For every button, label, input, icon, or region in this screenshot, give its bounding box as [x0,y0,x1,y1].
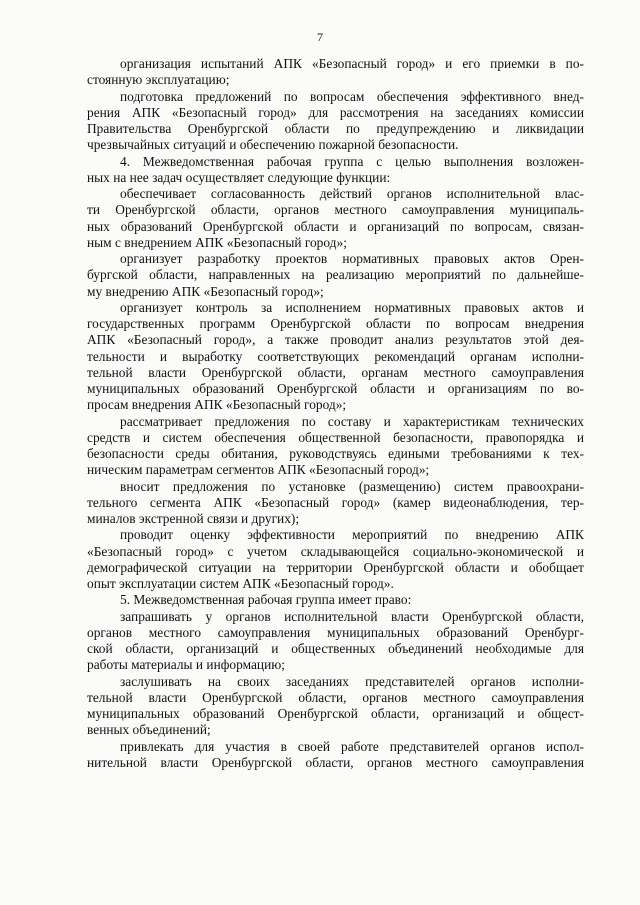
text-line: 5. Межведомственная рабочая группа имеет право: [120,592,412,608]
text-line: ти Оренбургской области, органов местного самоуправления муниципаль- [87,202,584,218]
text-line: Правительства Оренбургской области по предупреждению и ликвидации [87,121,584,136]
text-line: безопасности среды обитания, руководствуясь едиными требованиями к тех- [87,446,584,461]
text-line: органов местного самоуправления муниципальных образований Оренбург- [87,624,584,640]
text-line: АПК «Безопасный город», а также проводит анализ результатов этой дея- [87,332,584,348]
text-line: тельной власти Оренбургской области, органов местного самоуправления [87,689,584,705]
text-line: демографической ситуации на территории Оренбургской области и обобщает [87,559,584,575]
text-line: просам внедрения АПК «Безопасный город»; [87,397,347,413]
text-line: бургской области, направленных на реализацию мероприятий по дальнейше- [87,267,584,283]
text-line: ническим параметрам сегментов АПК «Безопасный город»; [87,462,430,478]
text-line: организация испытаний АПК «Безопасный город» и его приемки в по- [120,56,584,71]
text-line: вносит предложения по установке (размещению) систем правоохрани- [120,478,584,494]
text-line: «Безопасный город» с учетом складывающейся социально-экономической и [87,543,584,559]
text-line: тельной власти Оренбургской области, органам местного самоуправления [87,364,584,380]
text-line: ных на нее задач осуществляет следующие функции: [87,169,391,185]
text-line: нительной власти Оренбургской области, органов местного самоуправления [87,754,584,770]
text-line: заслушивать на своих заседаниях представителей органов исполни- [120,673,584,689]
text-line: привлекать для участия в своей работе представителей органов испол- [120,738,584,754]
body-text [87,56,584,771]
text-line: ных образований Оренбургской области и организаций по вопросам, связан- [87,218,584,234]
text-line: проводит оценку эффективности мероприятий по внедрению АПК [120,527,584,543]
text-line: запрашивать у органов исполнительной власти Оренбургской области, [120,608,584,624]
text-line: миналов экстренной связи и других); [87,511,300,526]
text-line: му внедрению АПК «Безопасный город»; [87,283,324,299]
text-line: обеспечивает согласованность действий органов исполнительной влас- [120,186,584,201]
text-line: государственных программ Оренбургской области по вопросам внедрения [87,316,584,331]
text-line: чрезвычайных ситуаций и обеспечению пожарной безопасности. [87,137,459,153]
text-line: средств и систем обеспечения общественной безопасности, правопорядка и [87,429,584,445]
text-line: тельного сегмента АПК «Безопасный город» (камер видеонаблюдения, тер- [87,494,584,510]
text-line: опыт эксплуатации систем АПК «Безопасный город». [87,576,394,591]
text-line: муниципальных образований Оренбургской области, организаций и общест- [87,706,584,721]
text-line: подготовка предложений по вопросам обеспечения эффективного внед- [120,88,584,104]
text-line: венных объединений; [87,722,211,738]
text-line: стоянную эксплуатацию; [87,72,230,88]
text-line: 4. Межведомственная рабочая группа с целью выполнения возложен- [120,153,584,169]
text-line: рассматривает предложения по составу и характеристикам технических [120,413,584,429]
text-line: работы материалы и информацию; [87,657,285,673]
page-number: 7 [317,30,323,44]
text-line: ным с внедрением АПК «Безопасный город»; [87,234,347,250]
text-line: ской области, организаций и общественных объединений необходимые для [87,641,584,656]
text-line: организует контроль за исполнением нормативных правовых актов и [120,299,584,315]
text-line: тельности и выработку соответствующих рекомендаций органам исполни- [87,348,584,364]
text-line: организует разработку проектов нормативных правовых актов Орен- [120,251,584,266]
text-line: рения АПК «Безопасный город» для рассмотрения на заседаниях комиссии [87,104,584,120]
text-line: муниципальных образований Оренбургской области и организациям по во- [87,381,584,396]
